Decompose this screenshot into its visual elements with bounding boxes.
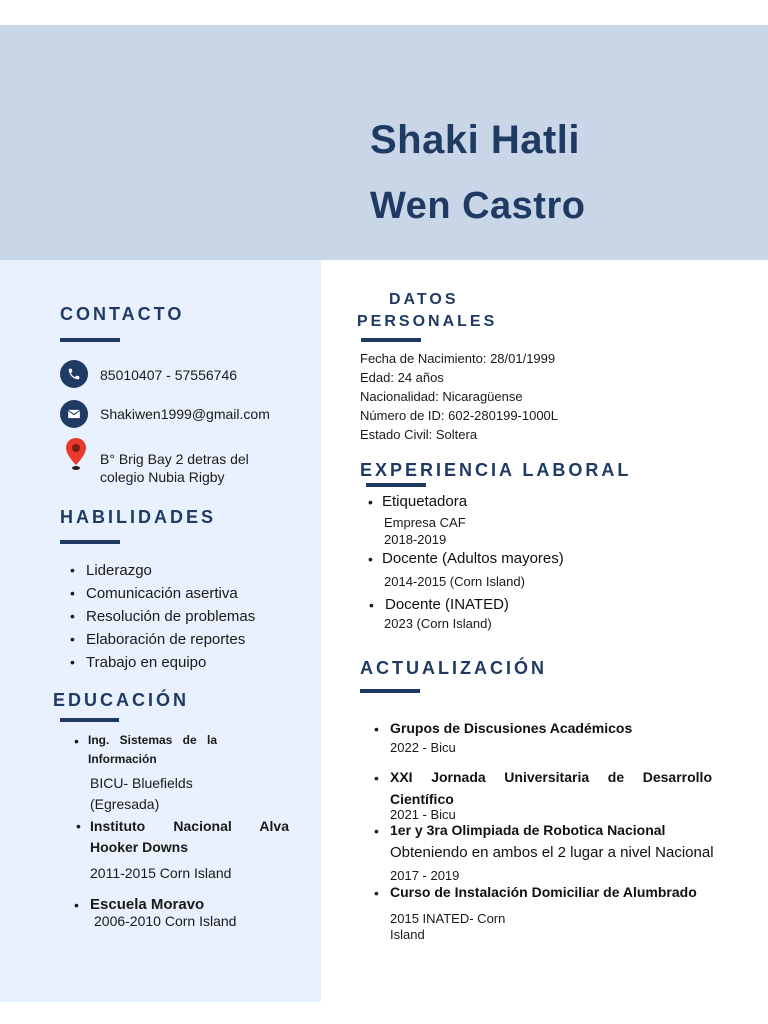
address-line1: B° Brig Bay 2 detras del (100, 451, 249, 467)
exp1-line1: Empresa CAF (384, 515, 466, 530)
bullet: • (374, 885, 379, 901)
experiencia-heading: EXPERIENCIA LABORAL (360, 460, 632, 480)
upd1-detail: 2022 - Bicu (390, 740, 456, 755)
bullet: • (74, 733, 79, 749)
bullet: • (76, 818, 81, 834)
upd4-title: Curso de Instalación Domiciliar de Alumbrado (390, 884, 697, 900)
nationality: Nacionalidad: Nicaragüense (360, 389, 523, 404)
bullet: • (368, 551, 373, 567)
edu3-title: Escuela Moravo (90, 896, 205, 913)
contacto-heading: CONTACTO (60, 304, 185, 324)
bullet: • (374, 823, 379, 839)
skill-item: • Liderazgo (86, 559, 255, 582)
skill-item: • Elaboración de reportes (86, 628, 255, 651)
upd3-subtitle: Obteniendo en ambos el 2 lugar a nivel Nacional (390, 844, 714, 861)
edu2-title-line1: Instituto Nacional Alva (90, 818, 289, 834)
upd2-title-line2: Científico (390, 791, 454, 807)
actualizacion-heading: ACTUALIZACIÓN (360, 658, 547, 678)
phone-icon (60, 360, 88, 388)
edu2-title-line2: Hooker Downs (90, 839, 189, 855)
phone-text: 85010407 - 57556746 (100, 367, 238, 383)
last-name: Wen Castro (370, 185, 586, 227)
email-text: Shakiwen1999@gmail.com (100, 406, 270, 422)
upd1-title: Grupos de Discusiones Académicos (390, 720, 633, 736)
contacto-underline (60, 338, 120, 342)
habilidades-heading: HABILIDADES (60, 507, 217, 527)
skills-list (86, 559, 255, 674)
edu3-detail: 2006-2010 Corn Island (94, 913, 237, 929)
edu1-title-line1: Ing. Sistemas de la (88, 733, 217, 747)
skill-item: • Resolución de problemas (86, 605, 255, 628)
educacion-underline (60, 718, 119, 722)
exp2-line1: 2014-2015 (Corn Island) (384, 574, 525, 589)
exp1-title: Etiquetadora (382, 493, 468, 510)
personal-data-list (360, 349, 558, 444)
birth-date: Fecha de Nacimiento: 28/01/1999 (360, 351, 556, 366)
educacion-heading: EDUCACIÓN (53, 690, 190, 710)
address-line2: colegio Nubia Rigby (100, 469, 225, 485)
habilidades-underline (60, 540, 120, 544)
exp2-title: Docente (Adultos mayores) (382, 550, 564, 567)
first-name: Shaki Hatli (370, 118, 581, 162)
skill-item: • Comunicación asertiva (86, 582, 255, 605)
upd3-title: 1er y 3ra Olimpiada de Robotica Nacional (390, 822, 666, 838)
upd2-detail: 2021 - Bicu (390, 807, 456, 822)
bullet: • (74, 897, 79, 913)
civil-status: Estado Civil: Soltera (360, 427, 478, 442)
exp1-line2: 2018-2019 (384, 532, 447, 547)
bullet: • (374, 721, 379, 737)
datos-heading-line2: PERSONALES (357, 313, 498, 330)
location-pin-icon (64, 437, 88, 471)
datos-underline (361, 338, 421, 342)
id-number: Número de ID: 602-280199-1000L (360, 408, 559, 423)
upd2-title-line1: XXI Jornada Universitaria de Desarrollo (390, 769, 712, 785)
email-icon (60, 400, 88, 428)
bullet: • (369, 597, 374, 613)
upd4-detail-line1: 2015 INATED- Corn (390, 911, 506, 926)
bullet: • (374, 770, 379, 786)
edu1-title-line2: Información (88, 752, 157, 766)
upd4-detail-line2: Island (390, 927, 425, 942)
age: Edad: 24 años (360, 370, 444, 385)
exp3-title: Docente (INATED) (385, 596, 509, 613)
exp3-line1: 2023 (Corn Island) (384, 616, 492, 631)
edu1-detail-line2: (Egresada) (90, 796, 160, 812)
experiencia-underline (366, 483, 426, 487)
edu2-detail: 2011-2015 Corn Island (90, 865, 232, 881)
datos-heading-line1: DATOS (389, 291, 459, 308)
skill-item: • Trabajo en equipo (86, 651, 255, 674)
actualizacion-underline (360, 689, 420, 693)
bullet: • (368, 494, 373, 510)
edu1-detail-line1: BICU- Bluefields (90, 775, 193, 791)
upd3-detail: 2017 - 2019 (390, 868, 460, 883)
